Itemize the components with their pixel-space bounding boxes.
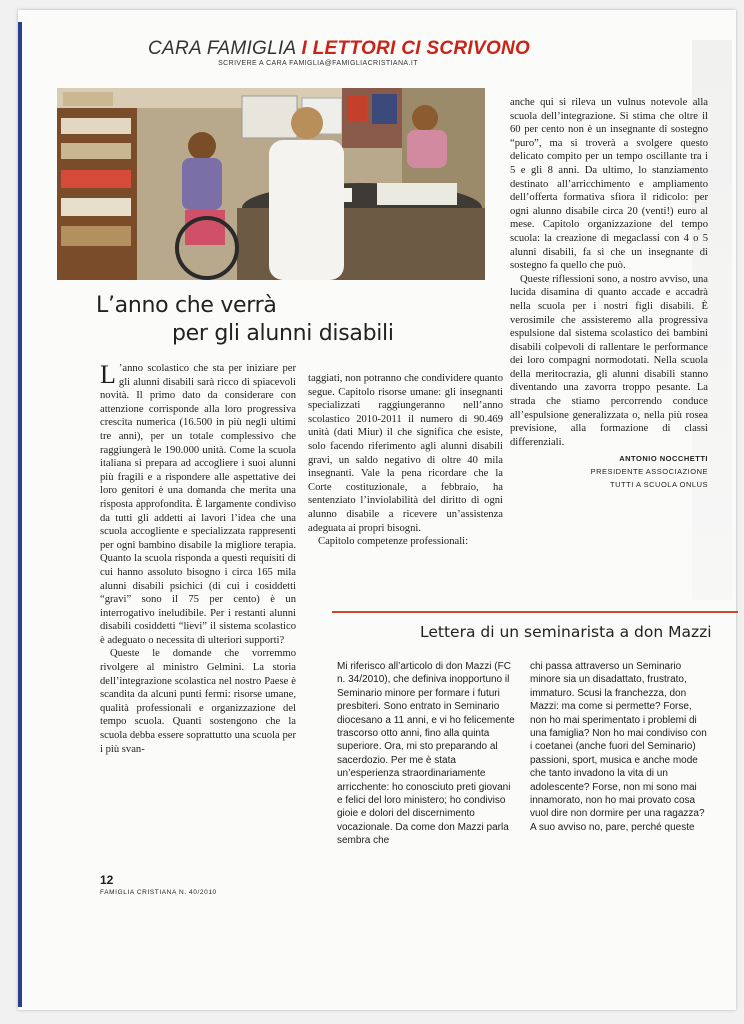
- letter-title: Lettera di un seminarista a don Mazzi: [420, 623, 712, 641]
- author-role: PRESIDENTE ASSOCIAZIONE: [590, 467, 708, 477]
- author-signature: [510, 452, 708, 491]
- article-headline: [96, 292, 426, 348]
- section-divider: [332, 611, 738, 613]
- author-organization: TUTTI A SCUOLA ONLUS: [610, 480, 708, 490]
- article-column-2: [308, 372, 503, 549]
- article-paragraph: Capitolo competenze professionali:: [318, 536, 469, 548]
- article-paragraph: anche qui si rileva un vulnus notevole alla scuola dell’integrazione. Si stima che oltre il 60 per cento non è un insegnante di sostegno “puro”, ma si troverà a svolgere questo delicato compito per un tempo oscillante tra i 5 e gli 8 anni. Da ultimo, lo stanziamento destinato all’arricchimento e ampliamento dell’offerta formativa sfiora il ridicolo: per ogni alunno disabile circa 20 (venti!) euro al mese. Capitolo organizzazione del tempo scuola: la creazione di megaclassi con 4 o 5 alunni disabili, fa sì che un insegnante di sostegno fa quello che può.: [510, 97, 708, 272]
- section-title: I LETTORI CI SCRIVONO: [301, 38, 531, 59]
- letter-column-1: [337, 660, 517, 848]
- headline-line-2: per gli alunni disabili: [172, 321, 394, 346]
- drop-cap: L: [100, 360, 116, 389]
- contact-line: SCRIVERE A CARA FAMIGLIA@FAMIGLIACRISTIANA.IT: [218, 60, 418, 67]
- section-header: [148, 38, 531, 67]
- article-paragraph: Queste riflessioni sono, a nostro avviso, una lucida disamina di quanto accade e accadrà nella scuola per i nostri figli disabili. È verosimile che assisteremo alla progressiva espulsione dal sistema scolastico dei bambini disabili colpevoli di rallentare le performance dei loro compagni normodotati. Nella scuola della meritocrazia, gli alunni disabili stanno diventando una zavorra troppo pesante. La strada che stiamo percorrendo conduce all’espulsione generalizzata o, nella più rosea previsione, alla formazione di classi differenziali.: [510, 273, 708, 448]
- article-column-1: [100, 362, 296, 756]
- classroom-photo: [57, 88, 485, 280]
- page-edge: [18, 22, 22, 1007]
- article-paragraph: taggiati, non potranno che condividere quanto segue. Capitolo risorse umane: gli insegnanti specializzati raggiungeranno nell’anno scolastico 2010-2011 il numero di 90.469 unità (dati Miur) il che significa che esiste, solo facendo riferimento agli alunni disabili gravi, un saldo negativo di oltre 40 mila insegnanti. Vale la pena ricordare che la Corte costituzionale, a febbraio, ha sentenziato l’inviolabilità del diritto di ogni alunno disabile a ricevere un’assistenza adeguata ai propri bisogni.: [308, 373, 503, 534]
- article-paragraph: Queste le domande che vorremmo rivolgere al ministro Gelmini. La storia dell’integrazione scolastica nel nostro Paese è scandita da alcuni punti fermi: risorse umane, qualità professionali e organizzazione del tempo scuola. Quanti sostengono che la scuola debba essere soprattutto una scuola per i più svan-: [100, 648, 296, 755]
- article-paragraph: ’anno scolastico che sta per iniziare per gli alunni disabili sarà ricco di spiacevoli novità. Il primo dato da considerare con attenzione corrisponde alla loro progressiva crescita numerica (16.500 in più negli ultimi tre anni), per un totale complessivo che raggiungerà le 190.000 unità. Come la scuola italiana si prepara ad accogliere i suoi alunni più fragili e a rispondere alle aspettative dei loro genitori è una domanda che merita una risposta approfondita. È largamente condiviso da tutti gli addetti ai lavori l’idea che una scuola accogliente e specializzata rappresenti per ogni bambino disabile la migliore terapia. Quanto la scuola risponda a questi requisiti di cui hanno assoluto bisogno i circa 165 mila alunni disabili psichici (di cui i cosiddetti “gravi” sono il 75 per cento) è un interrogativo ineludibile. Per i restanti alunni disabili cosiddetti “lievi” il sistema scolastico è adeguato o necessita di ulteriori supporti?: [100, 363, 296, 646]
- headline-line-1: L’anno che verrà: [96, 293, 277, 318]
- article-column-3: [510, 96, 708, 491]
- letter-paragraph: chi passa attraverso un Seminario minore sia un disadattato, frustrato, immaturo. Scusi la franchezza, don Mazzi: ma come si permette? Forse, non ho mai sperimentato i problemi di una famiglia? Non ho mai condiviso con i coetanei (anche fuori del Seminario) passioni, sport, musica e anche mode che tanto invadono la vita di un adolescente? Forse, non mi sono mai innamorato, non ho mai provato cosa vuol dire non dormire per una ragazza? A suo avviso no, pare, perché queste: [530, 661, 707, 833]
- magazine-issue: FAMIGLIA CRISTIANA N. 40/2010: [100, 889, 217, 896]
- page-number: 12: [100, 873, 114, 887]
- author-name: ANTONIO NOCCHETTI: [619, 454, 708, 464]
- letter-column-2: [530, 660, 708, 834]
- letter-paragraph: Mi riferisco all’articolo di don Mazzi (FC n. 34/2010), che definiva inopportuno il Seminario minore per formare i futuri presbiteri. Sono entrato in Seminario diocesano a 11 anni, e vi ho felicemente trascorso otto anni, fino alla quinta superiore. Ora, mi sto preparando al sacerdozio. Per me è stata un’esperienza straordinariamente arricchente: ho conosciuto preti giovani e felici del loro ministero; ho condiviso gioie e dolori del discernimento vocazionale. Da come don Mazzi parla sembra che: [337, 661, 515, 847]
- section-name: CARA FAMIGLIA: [148, 38, 296, 59]
